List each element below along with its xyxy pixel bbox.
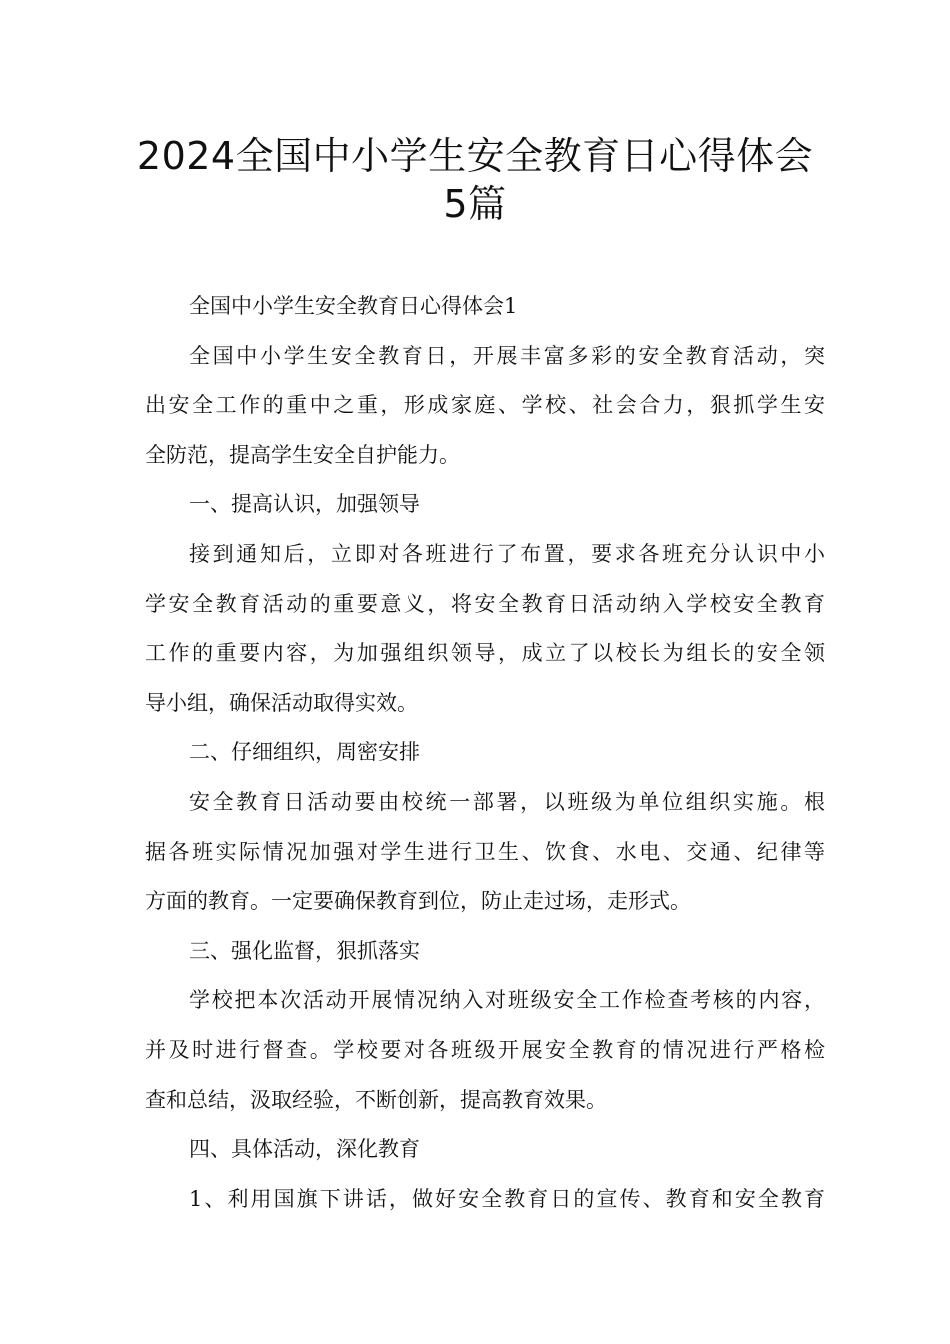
paragraph-line: 学安全教育活动的重要意义，将安全教育日活动纳入学校安全教育 (145, 591, 825, 616)
paragraph-line: 出安全工作的重中之重，形成家庭、学校、社会合力，狠抓学生安 (145, 393, 825, 418)
subsection-heading: 二、仔细组织，周密安排 (189, 740, 420, 765)
paragraph-line: 方面的教育。一定要确保教育到位，防止走过场，走形式。 (145, 889, 691, 914)
section-heading: 全国中小学生安全教育日心得体会1 (189, 294, 518, 318)
subsection-heading: 一、提高认识，加强领导 (189, 492, 420, 517)
paragraph-line: 查和总结，汲取经验，不断创新，提高教育效果。 (145, 1087, 607, 1112)
document-title-line-1: 2024全国中小学生安全教育日心得体会 (136, 134, 814, 178)
paragraph-line: 工作的重要内容，为加强组织领导，成立了以校长为组长的安全领 (145, 641, 825, 666)
paragraph-line: 并及时进行督查。学校要对各班级开展安全教育的情况进行严格检 (145, 1037, 825, 1062)
paragraph-line: 导小组，确保活动取得实效。 (145, 690, 418, 715)
document-body (145, 282, 825, 1224)
paragraph-line: 接到通知后，立即对各班进行了布置，要求各班充分认识中小 (189, 541, 825, 566)
paragraph-line: 1、利用国旗下讲话，做好安全教育日的宣传、教育和安全教育 (189, 1186, 825, 1211)
subsection-heading: 三、强化监督，狠抓落实 (189, 938, 420, 963)
paragraph-line: 据各班实际情况加强对学生进行卫生、饮食、水电、交通、纪律等 (145, 839, 825, 864)
paragraph-line: 全防范，提高学生安全自护能力。 (145, 442, 460, 467)
paragraph-line: 学校把本次活动开展情况纳入对班级安全工作检查考核的内容， (189, 988, 825, 1013)
subsection-heading: 四、具体活动，深化教育 (189, 1137, 420, 1162)
paragraph-line: 安全教育日活动要由校统一部署，以班级为单位组织实施。根 (189, 789, 825, 814)
document-title-line-2: 5篇 (443, 182, 507, 226)
paragraph-line: 全国中小学生安全教育日，开展丰富多彩的安全教育活动，突 (189, 343, 825, 368)
